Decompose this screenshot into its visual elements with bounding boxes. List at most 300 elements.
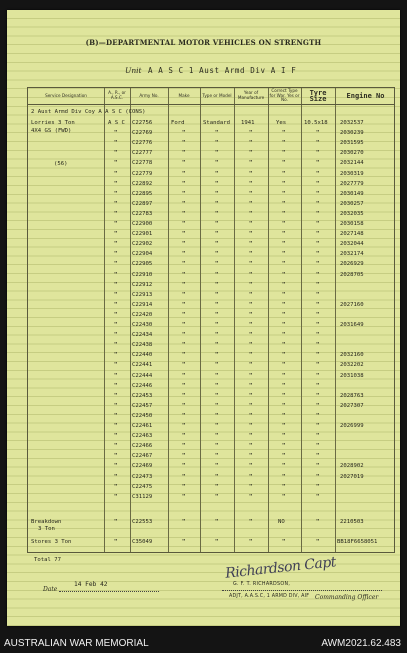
year-cell: " (249, 372, 253, 379)
army-no-cell: C22440 (132, 352, 153, 359)
tyre-cell: " (316, 311, 320, 318)
arm-cell: " (114, 433, 118, 440)
make-cell: " (182, 519, 186, 525)
year-cell: " (249, 352, 253, 359)
army-no-cell: C22900 (132, 221, 153, 227)
arm-cell: " (114, 322, 118, 328)
tyre-cell: " (316, 150, 320, 157)
header-type-model: Type or Model (202, 92, 232, 98)
year-cell: " (249, 130, 253, 137)
signatory-title: Commanding Officer (315, 594, 379, 601)
make-cell: " (182, 231, 186, 238)
header-tyre-size: Tyre Size (309, 89, 327, 103)
make-cell: " (182, 332, 186, 339)
table-row (28, 302, 394, 311)
table-row (28, 423, 394, 432)
tyre-cell: " (316, 362, 320, 369)
arm-cell: " (114, 342, 118, 349)
table-row (28, 383, 394, 392)
arm-cell: " (114, 200, 118, 207)
make-cell: " (182, 382, 186, 389)
make-cell: " (182, 130, 186, 137)
correct-type-cell: " (282, 180, 286, 187)
model-cell: " (215, 463, 219, 470)
army-no-cell: C22467 (132, 453, 153, 460)
arm-cell: " (114, 241, 118, 248)
table-row (28, 251, 394, 260)
tyre-cell: " (316, 322, 320, 328)
army-no-cell: C22783 (132, 210, 153, 217)
model-cell: " (215, 342, 219, 349)
tyre-cell: " (316, 130, 320, 137)
make-cell: " (182, 301, 186, 308)
arm-cell: " (114, 251, 118, 258)
correct-type-cell: " (282, 210, 286, 217)
tyre-cell: " (316, 453, 320, 460)
tyre-cell: " (316, 210, 320, 217)
year-cell: " (249, 291, 253, 298)
tyre-cell: " (316, 433, 320, 440)
table-row (28, 282, 394, 291)
year-cell: " (249, 443, 253, 450)
correct-type-cell: " (282, 200, 286, 207)
correct-type-cell: " (282, 160, 286, 167)
army-no-cell: C22420 (132, 311, 153, 318)
army-no-cell: C22466 (132, 443, 153, 450)
header-army-no: Army No. (139, 92, 159, 98)
document-sheet (7, 10, 400, 626)
army-no-cell: C22457 (132, 402, 153, 409)
unit-label: Unit (125, 66, 142, 75)
table-row (28, 181, 394, 190)
engine-cell: 2028705 (340, 271, 364, 278)
tyre-cell: " (316, 372, 320, 379)
make-cell: " (182, 322, 186, 328)
archive-reference: AWM2021.62.483 (321, 638, 401, 649)
year-cell: " (249, 210, 253, 217)
vehicle-table (27, 87, 395, 553)
arm-cell: A S C (108, 120, 125, 126)
correct-type-cell: " (282, 150, 286, 157)
correct-type-cell: " (282, 332, 286, 339)
army-no-cell: C22450 (132, 412, 153, 419)
table-row (28, 261, 394, 270)
correct-type-cell: " (282, 190, 286, 197)
correct-type-cell: " (282, 493, 286, 500)
correct-type-cell: " (282, 412, 286, 419)
engine-cell: 2031595 (340, 140, 364, 147)
engine-cell: 2032144 (340, 160, 364, 167)
table-row (28, 494, 394, 503)
header-make: Make (178, 92, 190, 98)
army-no-cell: C22777 (132, 150, 153, 157)
tyre-cell: " (316, 251, 320, 258)
correct-type-cell: " (282, 443, 286, 450)
correct-type-cell: " (282, 372, 286, 379)
make-cell: " (182, 160, 186, 167)
arm-cell: " (114, 493, 118, 500)
model-cell: " (215, 433, 219, 440)
signatory-name: G. F. T. RICHARDSON, (233, 582, 291, 587)
section-desc-line2: 4X4 GS (FWD) (31, 128, 72, 134)
arm-cell: " (114, 231, 118, 238)
header-engine-no: Engine No (346, 92, 385, 100)
arm-cell: " (114, 281, 118, 288)
table-row (28, 463, 394, 472)
tyre-cell: " (316, 483, 320, 490)
model-cell: " (215, 251, 219, 258)
make-cell: " (182, 539, 186, 545)
arm-cell: " (114, 332, 118, 339)
make-cell: Ford (171, 120, 185, 126)
arm-cell: " (114, 140, 118, 147)
engine-cell: 2032044 (340, 241, 364, 248)
tyre-cell: " (316, 281, 320, 288)
model-cell: " (215, 392, 219, 399)
year-cell: " (249, 170, 253, 177)
arm-cell: " (114, 519, 118, 525)
make-cell: " (182, 423, 186, 429)
year-cell: " (249, 539, 253, 545)
arm-cell: " (114, 382, 118, 389)
army-no-cell: C22769 (132, 130, 153, 137)
year-cell: " (249, 140, 253, 147)
army-no-cell: C22895 (132, 190, 153, 197)
year-cell: " (249, 261, 253, 268)
army-no-cell: C22473 (132, 473, 153, 480)
army-no-cell: C22905 (132, 261, 153, 268)
army-no-cell: C22441 (132, 362, 153, 369)
stores-row (28, 539, 394, 548)
tyre-cell: " (316, 160, 320, 167)
correct-type-cell: " (282, 170, 286, 177)
table-row (28, 160, 394, 169)
correct-type-cell: " (282, 231, 286, 238)
table-row (28, 322, 394, 331)
year-cell: " (249, 221, 253, 227)
correct-type-cell: " (282, 423, 286, 429)
arm-cell: " (114, 271, 118, 278)
make-cell: " (182, 342, 186, 349)
correct-type-cell: " (282, 140, 286, 147)
correct-type-cell: " (282, 221, 286, 227)
correct-type-cell: " (282, 473, 286, 480)
table-row (28, 120, 394, 129)
arm-cell: " (114, 443, 118, 450)
correct-type-cell: " (282, 463, 286, 470)
model-cell: " (215, 352, 219, 359)
make-cell: " (182, 473, 186, 480)
handwritten-signature: Richardson Capt (224, 554, 337, 582)
tyre-cell: " (316, 261, 320, 268)
make-cell: " (182, 372, 186, 379)
arm-cell: " (114, 221, 118, 227)
table-row (28, 453, 394, 462)
date-label: Date (43, 586, 58, 593)
table-row (28, 474, 394, 483)
model-cell: " (215, 291, 219, 298)
correct-type-cell: " (282, 311, 286, 318)
arm-cell: " (114, 130, 118, 137)
model-cell: " (215, 382, 219, 389)
make-cell: " (182, 291, 186, 298)
army-no-cell: C22461 (132, 423, 153, 429)
breakdown-label-line1: Breakdown (31, 519, 62, 525)
model-cell: " (215, 443, 219, 450)
engine-cell: 2210503 (340, 519, 364, 525)
model-cell: " (215, 519, 219, 525)
army-no-cell: C22776 (132, 140, 153, 147)
make-cell: " (182, 261, 186, 268)
army-no-cell: C22553 (132, 519, 153, 525)
arm-cell: " (114, 170, 118, 177)
army-no-cell: C22430 (132, 322, 153, 328)
table-row (28, 221, 394, 230)
engine-cell: 2028902 (340, 463, 364, 470)
correct-type-cell: " (282, 281, 286, 288)
make-cell: " (182, 271, 186, 278)
arm-cell: " (114, 190, 118, 197)
table-row (28, 201, 394, 210)
tyre-cell: " (316, 190, 320, 197)
model-cell: Standard (203, 120, 230, 126)
tyre-cell: " (316, 241, 320, 248)
model-cell: " (215, 231, 219, 238)
year-cell: " (249, 281, 253, 288)
model-cell: " (215, 412, 219, 419)
model-cell: " (215, 332, 219, 339)
model-cell: " (215, 180, 219, 187)
form-heading: (B)—DEPARTMENTAL MOTOR VEHICLES ON STRENGTH (85, 38, 322, 47)
army-no-cell: C22901 (132, 231, 153, 238)
make-cell: " (182, 190, 186, 197)
tyre-cell: 10.5x18 (304, 120, 328, 126)
table-row (28, 342, 394, 351)
tyre-cell: " (316, 231, 320, 238)
make-cell: " (182, 170, 186, 177)
engine-cell: 2032202 (340, 362, 364, 369)
make-cell: " (182, 392, 186, 399)
model-cell: " (215, 423, 219, 429)
breakdown-label-line2: 3 Ton (38, 526, 55, 532)
tyre-cell: " (316, 170, 320, 177)
arm-cell: " (114, 291, 118, 298)
army-no-cell: C22475 (132, 483, 153, 490)
make-cell: " (182, 493, 186, 500)
engine-cell: 2030149 (340, 190, 364, 197)
correct-type-cell: " (282, 433, 286, 440)
tyre-cell: " (316, 180, 320, 187)
section-desc-line1: Lorries 3 Ton (31, 120, 75, 126)
year-cell: " (249, 463, 253, 470)
year-cell: " (249, 433, 253, 440)
correct-type-cell: " (282, 453, 286, 460)
tyre-cell: " (316, 539, 320, 545)
year-cell: 1941 (241, 120, 255, 126)
signature-line (222, 590, 382, 591)
model-cell: " (215, 322, 219, 328)
model-cell: " (215, 539, 219, 545)
arm-cell: " (114, 473, 118, 480)
table-row (28, 211, 394, 220)
tyre-cell: " (316, 412, 320, 419)
year-cell: " (249, 301, 253, 308)
tyre-cell: " (316, 271, 320, 278)
year-cell: " (249, 180, 253, 187)
table-row (28, 393, 394, 402)
year-cell: " (249, 332, 253, 339)
section-title: 2 Aust Armd Div Coy A A S C (CONS) (31, 109, 146, 115)
arm-cell: " (114, 180, 118, 187)
correct-type-cell: " (282, 251, 286, 258)
army-no-cell: C22897 (132, 200, 153, 207)
correct-type-cell: NO (278, 519, 285, 525)
tyre-cell: " (316, 352, 320, 359)
model-cell: " (215, 160, 219, 167)
army-no-cell: C31129 (132, 493, 153, 500)
army-no-cell: C22913 (132, 291, 153, 298)
table-row (28, 443, 394, 452)
make-cell: " (182, 412, 186, 419)
model-cell: " (215, 200, 219, 207)
model-cell: " (215, 130, 219, 137)
army-no-cell: C22902 (132, 241, 153, 248)
make-cell: " (182, 241, 186, 248)
table-row (28, 171, 394, 180)
tyre-cell: " (316, 291, 320, 298)
model-cell: " (215, 281, 219, 288)
engine-cell: 2031038 (340, 372, 364, 379)
year-cell: " (249, 271, 253, 278)
arm-cell: " (114, 362, 118, 369)
make-cell: " (182, 140, 186, 147)
army-no-cell: C22910 (132, 271, 153, 278)
army-no-cell: C22778 (132, 160, 153, 167)
correct-type-cell: " (282, 322, 286, 328)
stores-label: Stores 3 Ton (31, 539, 72, 545)
correct-type-cell: " (282, 342, 286, 349)
correct-type-cell: " (282, 261, 286, 268)
tyre-cell: " (316, 382, 320, 389)
correct-type-cell: " (282, 291, 286, 298)
army-no-cell: C22453 (132, 392, 153, 399)
arm-cell: " (114, 160, 118, 167)
correct-type-cell: " (282, 271, 286, 278)
make-cell: " (182, 453, 186, 460)
engine-cell: 2032035 (340, 210, 364, 217)
year-cell: " (249, 342, 253, 349)
archive-name: AUSTRALIAN WAR MEMORIAL (4, 638, 149, 649)
arm-cell: " (114, 483, 118, 490)
make-cell: " (182, 281, 186, 288)
year-cell: " (249, 160, 253, 167)
model-cell: " (215, 372, 219, 379)
tyre-cell: " (316, 301, 320, 308)
model-cell: " (215, 402, 219, 409)
model-cell: " (215, 221, 219, 227)
engine-cell: 2027307 (340, 402, 364, 409)
table-row (28, 403, 394, 412)
correct-type-cell: " (282, 402, 286, 409)
model-cell: " (215, 473, 219, 480)
table-row (28, 292, 394, 301)
signatory-rank-stamp: ADJT, A.A.S.C, 1 ARMD DIV, AIF (229, 594, 310, 599)
total-count: Total 77 (34, 557, 61, 563)
arm-cell: " (114, 261, 118, 268)
arm-cell: " (114, 311, 118, 318)
correct-type-cell: " (282, 130, 286, 137)
table-row (28, 191, 394, 200)
table-row (28, 150, 394, 159)
arm-cell: " (114, 453, 118, 460)
tyre-cell: " (316, 342, 320, 349)
model-cell: " (215, 311, 219, 318)
make-cell: " (182, 180, 186, 187)
header-year: Year of Manufacture (237, 90, 265, 100)
year-cell: " (249, 322, 253, 328)
model-cell: " (215, 170, 219, 177)
table-row (28, 433, 394, 442)
section-count: (56) (54, 161, 68, 167)
table-row (28, 484, 394, 493)
table-row (28, 362, 394, 371)
make-cell: " (182, 251, 186, 258)
tyre-cell: " (316, 200, 320, 207)
model-cell: " (215, 483, 219, 490)
tyre-cell: " (316, 443, 320, 450)
arm-cell: " (114, 539, 118, 545)
breakdown-row (28, 519, 394, 528)
tyre-cell: " (316, 140, 320, 147)
engine-cell: 2030319 (340, 170, 364, 177)
year-cell: " (249, 519, 253, 525)
table-row (28, 312, 394, 321)
make-cell: " (182, 463, 186, 470)
header-service-designation: Service Designation (45, 92, 87, 98)
correct-type-cell: " (282, 352, 286, 359)
make-cell: " (182, 443, 186, 450)
engine-cell: 2030239 (340, 130, 364, 137)
army-no-cell: C22444 (132, 372, 153, 379)
model-cell: " (215, 241, 219, 248)
engine-cell: 2032174 (340, 251, 364, 258)
year-cell: " (249, 150, 253, 157)
army-no-cell: C22904 (132, 251, 153, 258)
army-no-cell: C22446 (132, 382, 153, 389)
model-cell: " (215, 190, 219, 197)
header-arm: A., R., or A.S.C. (108, 90, 126, 100)
model-cell: " (215, 140, 219, 147)
table-row (28, 140, 394, 149)
year-cell: " (249, 473, 253, 480)
make-cell: " (182, 433, 186, 440)
date-value: 14 Feb 42 (74, 581, 108, 588)
army-no-cell: C22469 (132, 463, 153, 470)
year-cell: " (249, 412, 253, 419)
correct-type-cell: " (282, 301, 286, 308)
make-cell: " (182, 362, 186, 369)
year-cell: " (249, 483, 253, 490)
correct-type-cell: " (282, 382, 286, 389)
year-cell: " (249, 453, 253, 460)
correct-type-cell: " (282, 362, 286, 369)
table-row (28, 373, 394, 382)
unit-line (125, 66, 296, 75)
engine-cell: 2027160 (340, 301, 364, 308)
make-cell: " (182, 150, 186, 157)
year-cell: " (249, 402, 253, 409)
army-no-cell: C22779 (132, 170, 153, 177)
